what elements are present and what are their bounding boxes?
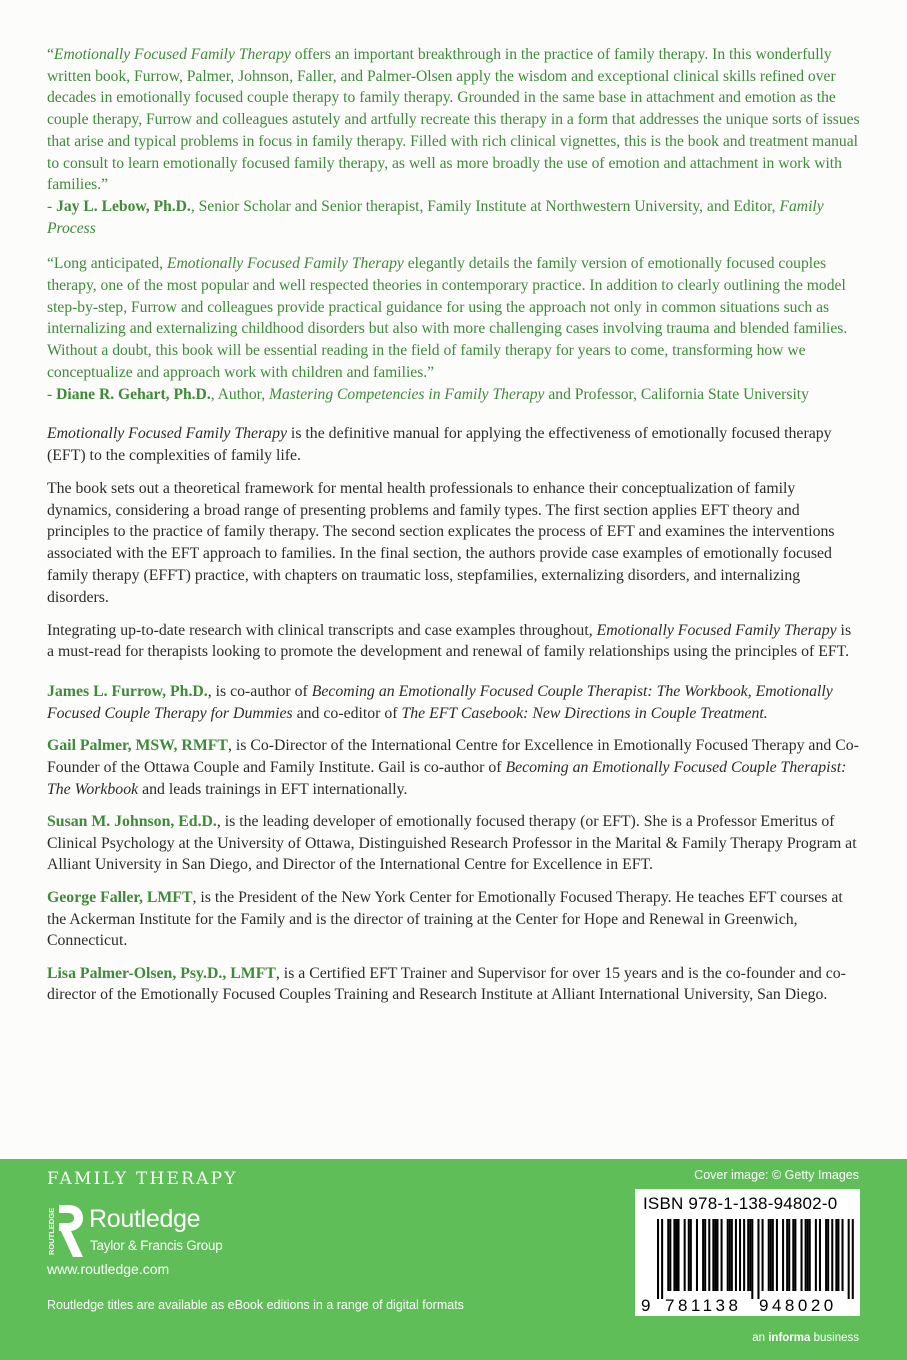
barcode-bar [837, 1219, 839, 1291]
barcode-bar [792, 1219, 794, 1291]
ebook-notice: Routledge titles are available as eBook editions in a range of digital formats [47, 1298, 464, 1312]
author-name: George Faller, LMFT [47, 888, 193, 906]
author-name: Gail Palmer, MSW, RMFT [47, 737, 228, 755]
informa-prefix: an [752, 1332, 769, 1344]
endorser-title: , Senior Scholar and Senior therapist, Family Institute at Northwestern University, and Editor, [190, 197, 780, 215]
barcode-bar [739, 1219, 741, 1291]
routledge-logo [47, 1205, 247, 1261]
description-text: is the definitive manual for applying the effectiveness of emotionally focused therapy (EFT) to the complexities of family life. [47, 425, 832, 465]
barcode-icon [639, 1219, 857, 1313]
book-title: Emotionally Focused Family Therapy [53, 46, 291, 63]
barcode-first-digit: 9 [641, 1296, 651, 1313]
bio-text: , is a Certified EFT Trainer and Supervisor for over 15 years and is the co-founder and co-director of the Emotionally Focused Couples Training and Research Institute at Alliant International University, San Diego. [47, 964, 846, 1004]
description-paragraph: The book sets out a theoretical framework for mental health professionals to enhance their conceptualization of family dynamics, considering a broad range of presenting problems and family types. The first section applies EFT theory and principles to the practice of family therapy. The second section explicates the process of EFT and examines the interventions associated with the EFT approach to families. In the final section, the authors provide case examples of emotionally focused family therapy (EFFT) practice, with chapters on traumatic loss, stepfamilies, externalizing disorders, and internalizing disorders. [47, 479, 835, 606]
endorser-title: , Author, [210, 385, 270, 403]
bio-text: , is the leading developer of emotionally focused therapy (or EFT). She is a Professor Emeritus of Clinical Psychology at the University of Ottawa, Distinguished Research Professor in the Marital & Family Therapy Program at Alliant University in San Diego, and Director of the International Centre for Excellence in EFT. [47, 813, 857, 874]
barcode-bar [770, 1219, 772, 1291]
series-label: FAMILY THERAPY [47, 1169, 238, 1189]
isbn-barcode [635, 1189, 860, 1316]
barcode-bar [788, 1219, 790, 1291]
barcode-bar [809, 1219, 811, 1291]
barcode-bar [782, 1219, 784, 1291]
book-title: Emotionally Focused Family Therapy [47, 425, 287, 443]
cover-footer-band [0, 1159, 907, 1360]
barcode-bar [661, 1219, 663, 1299]
author-bio-faller [47, 887, 862, 952]
logo-vertical-text: ROUTLEDGE [47, 1207, 56, 1255]
book-description [47, 423, 862, 663]
publisher-group: Taylor & Francis Group [90, 1238, 223, 1253]
barcode-bar [776, 1219, 778, 1291]
attribution [47, 386, 809, 403]
endorsement-gehart [47, 253, 862, 405]
bio-text: and co-editor of [292, 704, 402, 722]
book-title: Becoming an Emotionally Focused Couple Therapist: The Workbook [47, 759, 847, 798]
barcode-bar [772, 1219, 774, 1291]
routledge-r-icon [47, 1205, 83, 1257]
attribution [47, 198, 824, 237]
barcode-bar [727, 1219, 729, 1291]
barcode-bar [835, 1219, 837, 1291]
endorser-name: Diane R. Gehart, Ph.D. [56, 385, 211, 403]
author-bio-johnson [47, 811, 862, 876]
back-cover-text [47, 44, 862, 1006]
barcode-bar [751, 1219, 753, 1299]
informa-suffix: business [810, 1332, 859, 1344]
barcode-bar [815, 1219, 817, 1291]
bio-text: , [747, 683, 756, 701]
bio-text: , is co-author of [207, 683, 312, 701]
book-title: The EFT Casebook: New Directions in Couple Treatment. [401, 704, 768, 722]
barcode-bar [716, 1219, 718, 1291]
barcode-bar [842, 1219, 844, 1291]
barcode-bar [704, 1219, 706, 1291]
book-title: Becoming an Emotionally Focused Couple Therapist: The Workbook [311, 683, 748, 701]
publisher-name: Routledge [89, 1205, 201, 1233]
author-name: Susan M. Johnson, Ed.D. [47, 813, 217, 831]
description-text: is a must-read for therapists looking to promote the development and renewal of family relationships using the principles of EFT. [47, 621, 852, 661]
author-name: James L. Furrow, Ph.D. [47, 683, 208, 701]
barcode-bar [825, 1219, 827, 1291]
barcode-bar [667, 1219, 669, 1291]
barcode-bar [762, 1219, 764, 1291]
book-title: Emotionally Focused Family Therapy [166, 255, 404, 273]
attribution-dash: - [47, 197, 57, 215]
barcode-bar [690, 1219, 692, 1291]
quote-text: elegantly details the family version of emotionally focused couples therapy, one of the most popular and well respected theories in contemporary practice. In addition to clearly outlining the model step-by-step, Furrow and colleagues provide practical guidance for using the approach not only in common situations such as internalizing and externalizing childhood disorders but also with more challenging cases involving trauma and blended families. Without a doubt, this book will be essential reading in the field of family therapy for years to come, transforming how we conceptualize and approach work with children and families.” [47, 255, 848, 381]
author-bio-furrow [47, 681, 862, 724]
barcode-bar [714, 1219, 716, 1291]
bio-text: and leads trainings in EFT internationally. [138, 780, 408, 798]
informa-tagline [752, 1332, 859, 1344]
book-title: Mastering Competencies in Family Therapy [269, 385, 545, 403]
barcode-bar [708, 1219, 710, 1291]
barcode-right-digits: 948020 [759, 1296, 837, 1313]
quote-text: offers an important breakthrough in the practice of family therapy. In this wonderfully written book, Furrow, Palmer, Johnson, Faller, and Palmer-Olsen apply the wisdom and exceptional clinical skills refined over decades in emotionally focused couple therapy to family therapy. Grounded in the same base in attachment and emotion as the couple therapy, Furrow and colleagues astutely and artfully recreate this therapy in a form that addresses the unique sorts of issues that arise and typical problems in focus in family therapy. Filled with rich clinical vignettes, this is the book and treatment manual to consult to learn emotionally focused family therapy, as well as more broadly the use of emotion and attachment in work with families.” [47, 46, 860, 194]
informa-brand: informa [768, 1332, 811, 1344]
quote-text: “ [47, 46, 54, 63]
cover-credit: Cover image: © Getty Images [694, 1168, 859, 1182]
publisher-url[interactable]: www.routledge.com [47, 1261, 170, 1277]
barcode-left-digits: 781138 [665, 1296, 742, 1313]
author-name: Lisa Palmer-Olsen, Psy.D., LMFT [47, 964, 276, 982]
endorser-title-end: and Professor, California State University [544, 385, 809, 403]
barcode-bar [786, 1219, 788, 1291]
book-title: Emotionally Focused Family Therapy [596, 621, 837, 639]
description-paragraph [47, 620, 862, 664]
barcode-bar [819, 1219, 821, 1291]
barcode-bar [678, 1219, 680, 1291]
description-text: Integrating up-to-date research with clinical transcripts and case examples throughout, [47, 621, 597, 639]
barcode-bar [805, 1219, 807, 1291]
barcode-bar [827, 1219, 829, 1291]
barcode-bar [721, 1219, 723, 1291]
barcode-bar [749, 1219, 751, 1291]
barcode-bar [852, 1219, 854, 1299]
isbn-number: ISBN 978-1-138-94802-0 [643, 1194, 838, 1213]
barcode-bar [848, 1219, 850, 1299]
barcode-bar [735, 1219, 737, 1291]
barcode-bar [731, 1219, 733, 1291]
journal-title: Family Process [47, 197, 824, 237]
book-title: Emotionally Focused Couple Therapy for Dummies [47, 683, 833, 722]
barcode-bar [747, 1219, 749, 1291]
barcode-bar [831, 1219, 833, 1291]
barcode-bar [757, 1219, 759, 1299]
barcode-bar [743, 1219, 745, 1291]
endorsement-lebow [47, 44, 862, 239]
description-paragraph [47, 423, 862, 467]
endorser-name: Jay L. Lebow, Ph.D. [56, 197, 191, 215]
barcode-bar [712, 1219, 714, 1291]
barcode-bar [696, 1219, 698, 1291]
barcode-bar [675, 1219, 677, 1291]
barcode-bar [801, 1219, 803, 1291]
author-bio-olsen [47, 963, 862, 1006]
barcode-bar [768, 1219, 770, 1291]
barcode-bar [807, 1219, 809, 1291]
barcode-bar [794, 1219, 796, 1291]
bio-text: , is the President of the New York Center for Emotionally Focused Therapy. He teaches EFT courses at the Ackerman Institute for the Family and is the director of training at the Center for Hope and Renewal in Greenwich, Connecticut. [47, 888, 843, 950]
barcode-bar [673, 1219, 675, 1291]
quote-text: “Long anticipated, [47, 255, 167, 273]
author-bios [47, 681, 862, 1006]
attribution-dash: - [47, 385, 57, 403]
barcode-bar [684, 1219, 686, 1291]
barcode-bar [669, 1219, 671, 1291]
barcode-bar [688, 1219, 690, 1291]
barcode-bar [729, 1219, 731, 1291]
barcode-bar [702, 1219, 704, 1291]
barcode-bar [657, 1219, 659, 1299]
bio-text: , is Co-Director of the International Centre for Excellence in Emotionally Focused Therapy and Co-Founder of the Ottawa Couple and Family Institute. Gail is co-author of [47, 737, 859, 776]
author-bio-palmer [47, 735, 862, 800]
